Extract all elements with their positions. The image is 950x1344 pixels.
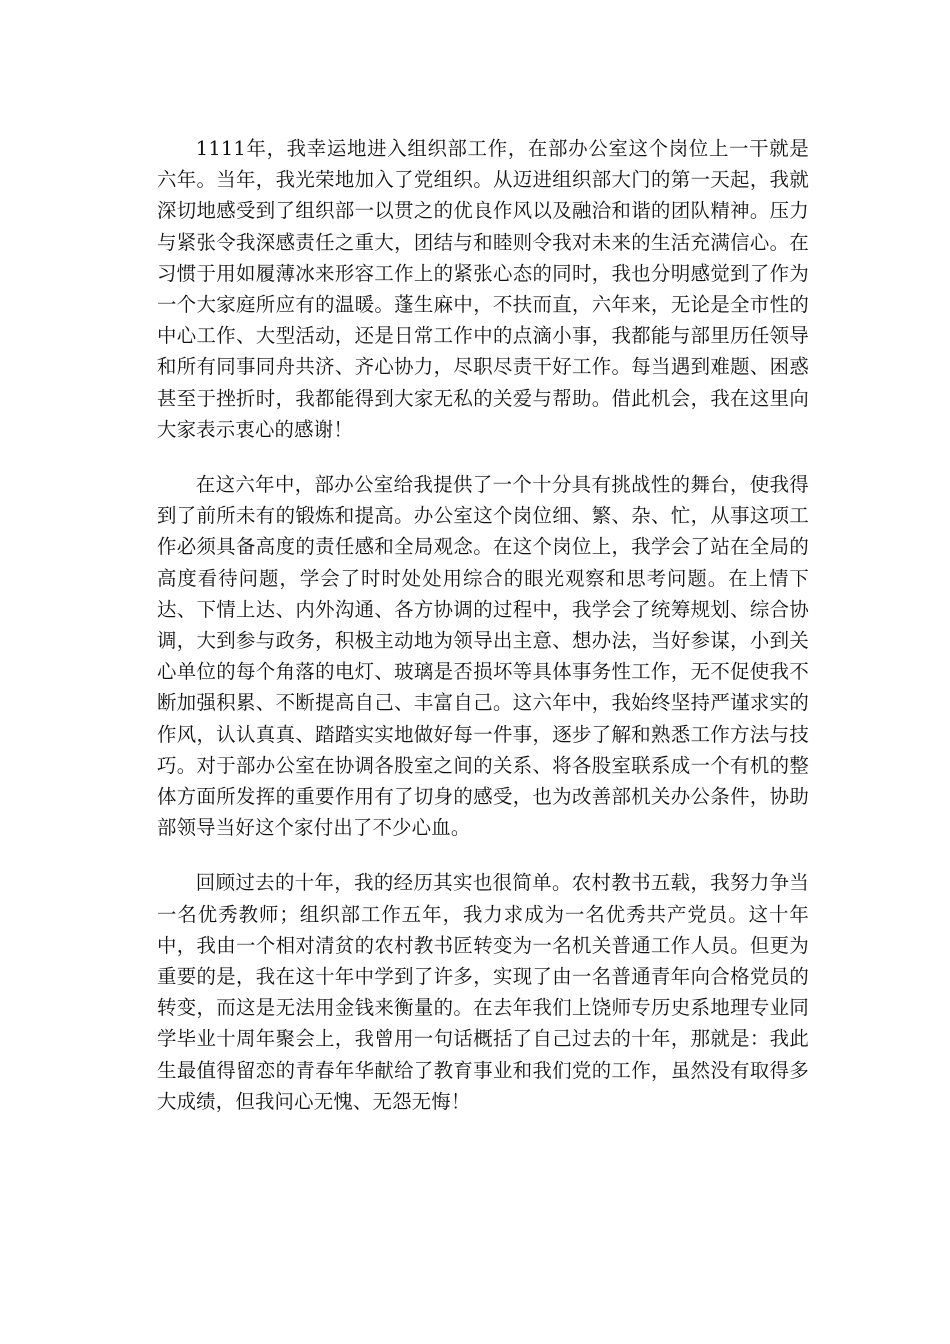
document-body	[157, 133, 809, 1141]
paragraph-2: 在这六年中，部办公室给我提供了一个十分具有挑战性的舞台，使我得到了前所未有的锻炼和提高。办公室这个岗位细、繁、杂、忙，从事这项工作必须具备高度的责任感和全局观念。在这个岗位上，我学会了站在全局的高度看待问题，学会了时时处处用综合的眼光观察和思考问题。在上情下达、下情上达、内外沟通、各方协调的过程中，我学会了统筹规划、综合协调，大到参与政务，积极主动地为领导出主意、想办法，当好参谋，小到关心单位的每个角落的电灯、玻璃是否损坏等具体事务性工作，无不促使我不断加强积累、不断提高自己、丰富自己。这六年中，我始终坚持严谨求实的作风，认认真真、踏踏实实地做好每一件事，逐步了解和熟悉工作方法与技巧。对于部办公室在协调各股室之间的关系、将各股室联系成一个有机的整体方面所发挥的重要作用有了切身的感受，也为改善部机关办公条件，协助部领导当好这个家付出了不少心血。	[157, 473, 809, 840]
paragraph-1: 1111年，我幸运地进入组织部工作，在部办公室这个岗位上一干就是六年。当年，我光荣地加入了党组织。从迈进组织部大门的第一天起，我就深切地感受到了组织部一以贯之的优良作风以及融洽和谐的团队精神。压力与紧张令我深感责任之重大，团结与和睦则令我对未来的生活充满信心。在习惯于用如履薄冰来形容工作上的紧张心态的同时，我也分明感觉到了作为一个大家庭所应有的温暖。蓬生麻中，不扶而直，六年来，无论是全市性的中心工作、大型活动，还是日常工作中的点滴小事，我都能与部里历任领导和所有同事同舟共济、齐心协力，尽职尽责干好工作。每当遇到难题、困惑甚至于挫折时，我都能得到大家无私的关爱与帮助。借此机会，我在这里向大家表示衷心的感谢！	[157, 137, 809, 441]
paragraph-3: 回顾过去的十年，我的经历其实也很简单。农村教书五载，我努力争当一名优秀教师；组织部工作五年，我力求成为一名优秀共产党员。这十年中，我由一个相对清贫的农村教书匠转变为一名机关普通工作人员。但更为重要的是，我在这十年中学到了许多，实现了由一名普通青年向合格党员的转变，而这是无法用金钱来衡量的。在去年我们上饶师专历史系地理专业同学毕业十周年聚会上，我曾用一句话概括了自己过去的十年，那就是：我此生最值得留恋的青春年华献给了教育事业和我们党的工作，虽然没有取得多大成绩，但我问心无愧、无怨无悔！	[157, 871, 809, 1113]
